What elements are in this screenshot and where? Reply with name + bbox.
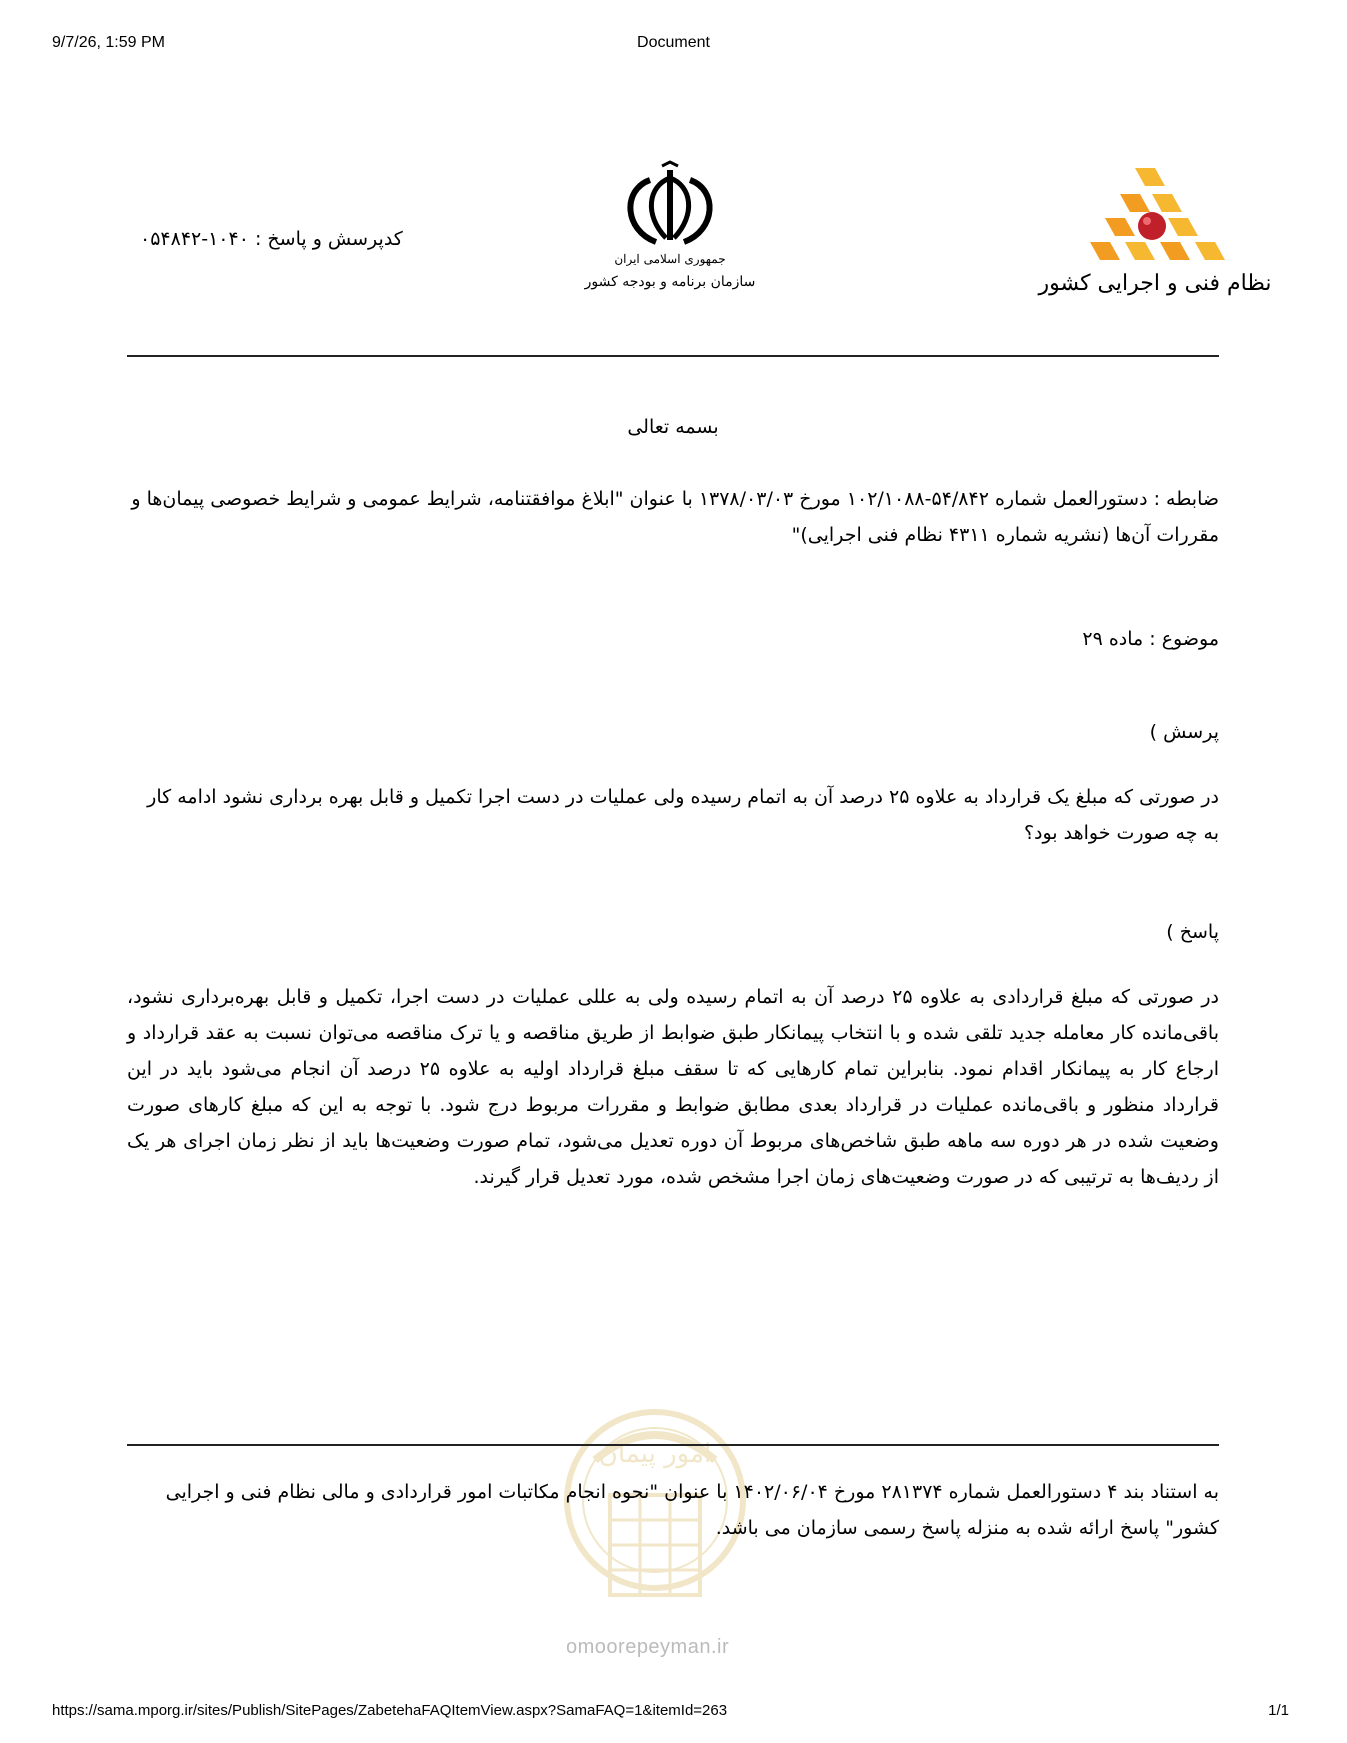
question-label: پرسش ) (1149, 721, 1219, 743)
svg-text:نظام فنی و اجرایی کشور: نظام فنی و اجرایی کشور (1038, 271, 1272, 296)
header-divider (127, 355, 1219, 357)
svg-text:جمهوری اسلامی ایران: جمهوری اسلامی ایران (614, 252, 726, 266)
question-text: در صورتی که مبلغ یک قرارداد به علاوه ۲۵ درصد آن به اتمام رسیده ولی عملیات در دست اجرا تکمیل و قابل بهره برداری نشود ادامه کار به چه صورت خواهد بود؟ (147, 786, 1219, 844)
subject-line: موضوع : ماده ۲۹ (1082, 628, 1219, 650)
print-datetime: 9/7/26, 1:59 PM (52, 34, 165, 51)
print-document-title: Document (637, 34, 710, 51)
footer-official-note: به استناد بند ۴ دستورالعمل شماره ۲۸۱۳۷۴ مورخ ۱۴۰۲/۰۶/۰۴ با عنوان "نحوه انجام مکاتبات امور قراردادی و مالی نظام فنی و اجرایی کشور" پاسخ ارائه شده به منزله پاسخ رسمی سازمان می باشد. (165, 1481, 1219, 1539)
zabeteh-reference: ضابطه : دستورالعمل شماره ۵۴/۸۴۲-۱۰۲/۱۰۸۸ مورخ ۱۳۷۸/۰۳/۰۳ با عنوان "ابلاغ موافقتنامه، شرایط عمومی و شرایط خصوصی پیمان‌ها و مقررات آن‌ها (نشریه شماره ۴۳۱۱ نظام فنی اجرایی)" (131, 488, 1219, 546)
nezam-fanni-logo (1038, 160, 1272, 310)
print-url: https://sama.mporg.ir/sites/Publish/SitePages/ZabetehaFAQItemView.aspx?SamaFAQ=1&itemId=263 (52, 1702, 728, 1719)
svg-text:سازمان برنامه و بودجه کشور: سازمان برنامه و بودجه کشور (584, 274, 756, 290)
watermark-site: omoorepeyman.ir (566, 1636, 730, 1658)
budget-organization-logo (584, 160, 756, 310)
footer-divider (127, 1444, 1219, 1446)
bismillah-heading: بسمه تعالی (627, 416, 719, 438)
pyramid-logo-icon (1038, 160, 1272, 310)
svg-text:امور پیمان: امور پیمان (598, 1439, 712, 1469)
answer-text: در صورتی که مبلغ قراردادی به علاوه ۲۵ درصد آن به اتمام رسیده ولی به عللی عملیات در دست اجرا، تکمیل و قابل بهره‌برداری نشود، باقی‌مانده کار معامله جدید تلقی شده و با انتخاب پیمانکار طبق ضوابط از طریق مناقصه و یا ترک مناقصه می‌توان نسبت به عقد قرارداد و ارجاع کار به پیمانکار اقدام نمود. بنابراین تمام کارهایی که تا سقف مبلغ قرارداد اولیه به علاوه ۲۵ درصد آن انجام می‌شود باید در این قرارداد منظور و باقی‌مانده عملیات در قرارداد بعدی مطابق ضوابط و مقررات مربوط درج شود. با توجه به این که مبلغ کارهای صورت وضعیت شده در هر دوره سه ماهه طبق شاخص‌های مربوط آن دوره تعدیل می‌شود، تمام صورت وضعیت‌ها باید از نظر زمان اجرای هر یک از ردیف‌ها به ترتیبی که در صورت وضعیت‌های زمان اجرا مشخص شده، مورد تعدیل قرار گیرند. (127, 986, 1219, 1188)
iran-emblem-icon (584, 160, 756, 310)
print-page-number: 1/1 (1268, 1702, 1289, 1719)
question-code: کدپرسش و پاسخ : ۱۰۴۰-۰۵۴۸۴۲ (140, 228, 403, 250)
answer-label: پاسخ ) (1166, 921, 1219, 943)
